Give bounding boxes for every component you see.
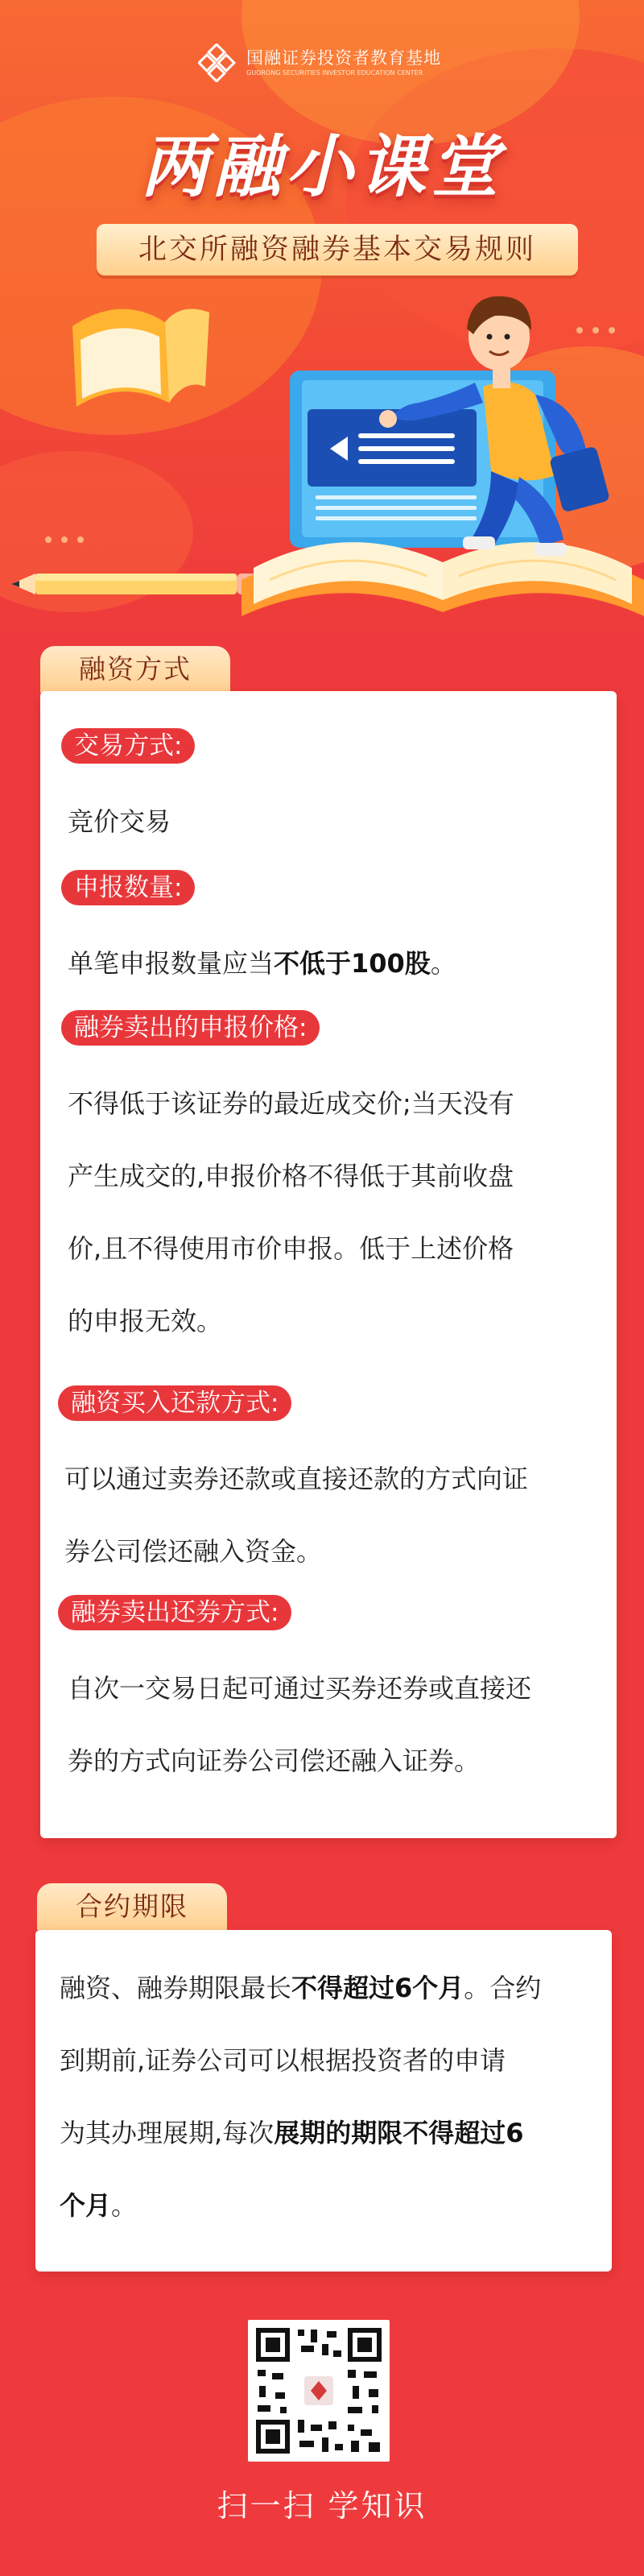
open-book-icon xyxy=(242,542,644,616)
hero-banner xyxy=(0,0,644,644)
text-short-sell-price: 不得低于该证券的最近成交价;当天没有 产生成交的,申报价格不得低于其前收盘 价,且不得使用市价申报。低于上述价格 的申报无效。 xyxy=(68,1088,514,1336)
financing-rules-card xyxy=(40,691,617,1838)
scan-to-learn-text: 扫一扫 学知识 xyxy=(217,2488,427,2524)
hero-illustration xyxy=(0,266,644,644)
section-tab-contract-term xyxy=(37,1883,227,1930)
text-contract-term: 融资、融券期限最长不得超过6个月。合约 到期前,证券公司可以根据投资者的申请 为其办理展期,每次展期的期限不得超过6 个月。 xyxy=(60,1973,542,2221)
label-trading-method: 交易方式: xyxy=(61,728,195,764)
section-tab-label: 融资方式 xyxy=(79,653,192,685)
section-tab-financing xyxy=(40,646,230,693)
text-trading-method: 竞价交易 xyxy=(68,806,171,837)
subtitle-text: 北交所融资融券基本交易规则 xyxy=(138,234,536,266)
small-book-icon xyxy=(72,309,209,407)
section-tab-label: 合约期限 xyxy=(76,1891,188,1922)
qr-code-icon xyxy=(248,2320,390,2462)
label-short-sell-price: 融券卖出的申报价格: xyxy=(61,1010,320,1046)
org-name-cn: 国融证券投资者教育基地 xyxy=(246,48,441,68)
contract-term-card xyxy=(35,1930,612,2272)
qr-code-graphic xyxy=(248,2320,390,2462)
text-margin-repayment: 可以通过卖券还款或直接还款的方式向证 券公司偿还融入资金。 xyxy=(64,1464,529,1567)
pencil-icon xyxy=(11,574,261,594)
org-logo xyxy=(198,42,456,87)
label-order-quantity: 申报数量: xyxy=(61,870,195,905)
diamond-lattice-logo-icon xyxy=(198,43,237,82)
page-title: 两融小课堂 xyxy=(140,127,503,206)
label-short-return: 融券卖出还券方式: xyxy=(58,1595,291,1630)
text-short-return: 自次一交易日起可通过买券还券或直接还 券的方式向证券公司偿还融入证券。 xyxy=(68,1673,532,1776)
label-margin-repayment: 融资买入还款方式: xyxy=(58,1385,291,1421)
org-name-en: GUORONG SECURITIES INVESTOR EDUCATION CENTER xyxy=(246,69,423,77)
text-order-quantity: 单笔申报数量应当不低于100股。 xyxy=(68,948,456,979)
